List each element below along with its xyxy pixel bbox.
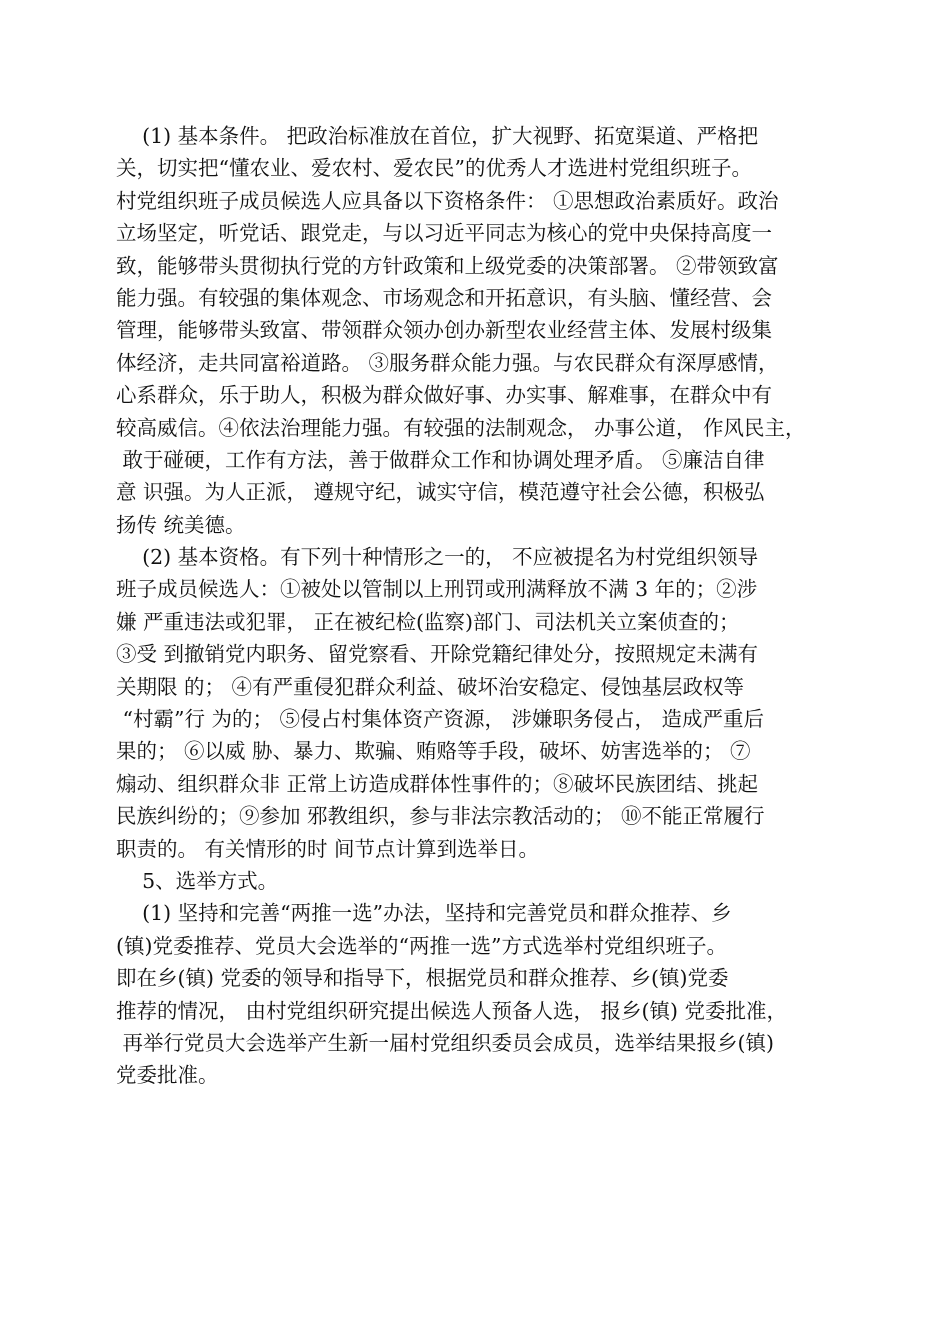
text-line: 关期限 的； ④有严重侵犯群众利益、破坏治安稳定、侵蚀基层政权等 [116, 674, 745, 699]
text-line: 能力强。有较强的集体观念、市场观念和开拓意识，有头脑、懂经营、会 [116, 285, 772, 310]
text-line: 村党组织班子成员候选人应具备以下资格条件： ①思想政治素质好。政治 [116, 188, 779, 213]
text-line: (1) 坚持和完善“两推一选”办法，坚持和完善党员和群众推荐、乡 [116, 901, 732, 926]
text-line: 管理，能够带头致富、带领群众领办创办新型农业经营主体、发展村级集 [116, 318, 772, 343]
text-line: 意 识强。为人正派， 遵规守纪，诚实守信，模范遵守社会公德，积极弘 [116, 480, 765, 505]
text-line: (镇)党委推荐、党员大会选举的“两推一选”方式选举村党组织班子。 [116, 933, 727, 958]
document-body [116, 120, 846, 1092]
text-line: 心系群众，乐于助人，积极为群众做好事、办实事、解难事，在群众中有 [116, 383, 772, 408]
text-line: 较高威信。④依法治理能力强。有较强的法制观念， 办事公道， 作风民主， [116, 415, 806, 440]
text-line: 推荐的情况， 由村党组织研究提出候选人预备人选， 报乡(镇) 党委批准， [116, 998, 788, 1023]
text-line: 党委批准。 [116, 1063, 219, 1088]
text-line: “村霸”行 为的； ⑤侵占村集体资产资源， 涉嫌职务侵占， 造成严重后 [116, 707, 765, 732]
text-line: 5、选举方式。 [116, 868, 279, 893]
text-line: 即在乡(镇) 党委的领导和指导下，根据党员和群众推荐、乡(镇)党委 [116, 966, 729, 991]
text-line: 嫌 严重违法或犯罪， 正在被纪检(监察)部门、司法机关立案侦查的； [116, 609, 740, 634]
text-line: 体经济，走共同富裕道路。 ③服务群众能力强。与农民群众有深厚感情， [116, 350, 779, 375]
text-line: 煽动、组织群众非 正常上访造成群体性事件的；⑧破坏民族团结、挑起 [116, 771, 759, 796]
text-line: ③受 到撤销党内职务、留党察看、开除党籍纪律处分，按照规定未满有 [116, 642, 759, 667]
text-line: 班子成员候选人：①被处以管制以上刑罚或刑满释放不满 3 年的；②涉 [116, 577, 758, 602]
text-line: 致，能够带头贯彻执行党的方针政策和上级党委的决策部署。 ②带领致富 [116, 253, 779, 278]
text-line: 扬传 统美德。 [116, 512, 246, 537]
text-line: (2) 基本资格。有下列十种情形之一的， 不应被提名为村党组织领导 [116, 545, 759, 570]
text-line: 敢于碰硬，工作有方法，善于做群众工作和协调处理矛盾。 ⑤廉洁自律 [116, 447, 765, 472]
text-line: 果的； ⑥以威 胁、暴力、欺骗、贿赂等手段，破坏、妨害选举的； ⑦ [116, 739, 751, 764]
text-line: 立场坚定，听党话、跟党走，与以习近平同志为核心的党中央保持高度一 [116, 221, 772, 246]
text-line: 再举行党员大会选举产生新一届村党组织委员会成员，选举结果报乡(镇) [116, 1030, 775, 1055]
text-line: 民族纠纷的；⑨参加 邪教组织，参与非法宗教活动的； ⑩不能正常履行 [116, 804, 765, 829]
text-line: (1) 基本条件。 把政治标准放在首位，扩大视野、拓宽渠道、严格把 [116, 124, 759, 148]
text-line: 关，切实把“懂农业、爱农村、爱农民”的优秀人才选进村党组织班子。 [116, 156, 752, 181]
text-line: 职责的。 有关情形的时 间节点计算到选举日。 [116, 836, 540, 861]
